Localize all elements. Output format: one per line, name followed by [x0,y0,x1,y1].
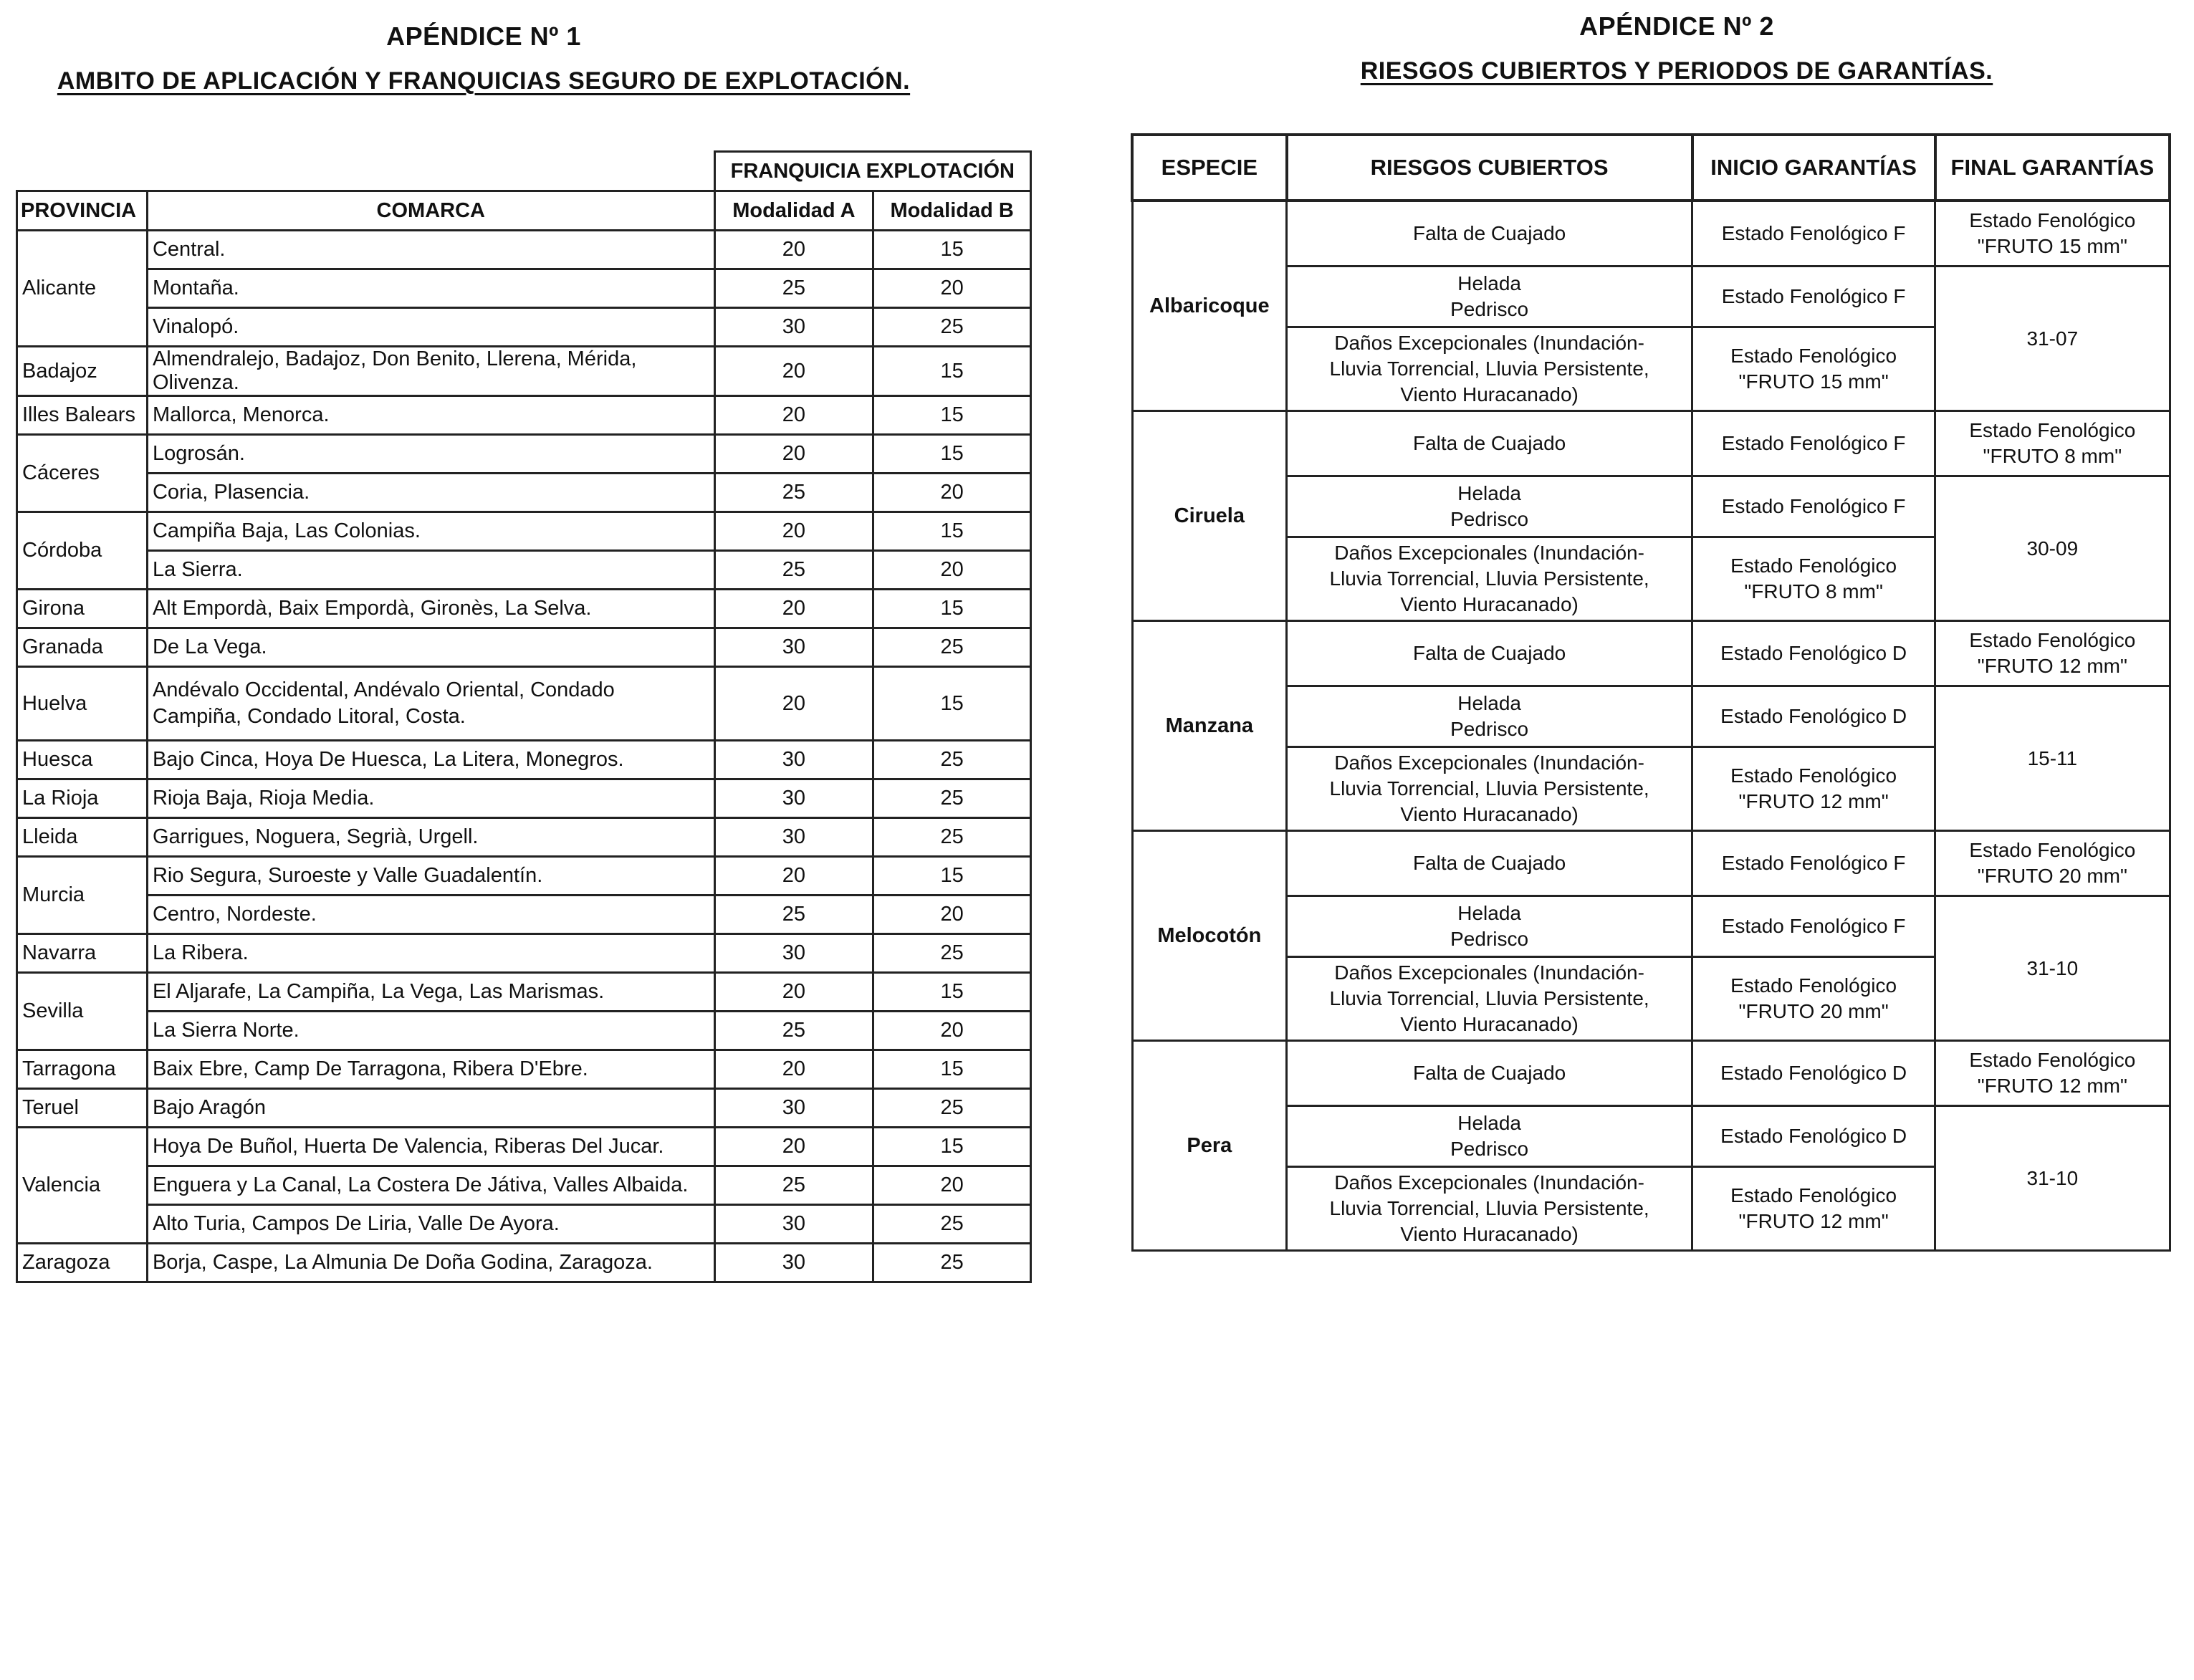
comarca-cell: Central. [147,231,714,269]
table-row [1132,1106,2170,1167]
province-cell: Navarra [17,934,148,973]
risk-cell: Falta de Cuajado [1287,201,1692,267]
header-provincia: PROVINCIA [17,191,148,231]
modalidad-b-value: 25 [873,818,1031,857]
table-row [17,857,1031,896]
table-row [17,308,1031,347]
end-cell: 31-10 [1935,896,2170,1041]
modalidad-a-value: 20 [714,347,873,396]
modalidad-a-value: 25 [714,1012,873,1050]
start-cell: Estado Fenológico D [1692,621,1935,686]
province-cell: Girona [17,590,148,628]
comarca-cell: Rioja Baja, Rioja Media. [147,779,714,818]
comarca-cell: Campiña Baja, Las Colonias. [147,512,714,551]
start-cell: Estado Fenológico F [1692,411,1935,476]
end-cell: Estado Fenológico "FRUTO 12 mm" [1935,1041,2170,1106]
modalidad-a-value: 20 [714,1050,873,1089]
header-final: FINAL GARANTÍAS [1935,135,2170,201]
start-cell: Estado Fenológico D [1692,1041,1935,1106]
start-cell: Estado Fenológico "FRUTO 12 mm" [1692,1167,1935,1251]
modalidad-a-value: 20 [714,857,873,896]
table-row [1132,476,2170,537]
modalidad-b-value: 25 [873,934,1031,973]
province-cell: Badajoz [17,347,148,396]
table-row [17,779,1031,818]
modalidad-b-value: 25 [873,1244,1031,1282]
modalidad-a-value: 20 [714,231,873,269]
modalidad-a-value: 30 [714,1089,873,1128]
table-row [17,1205,1031,1244]
risk-cell: Helada Pedrisco [1287,476,1692,537]
franchise-table [16,150,1032,1283]
risk-cell: Falta de Cuajado [1287,1041,1692,1106]
species-cell: Albaricoque [1132,201,1287,411]
start-cell: Estado Fenológico F [1692,267,1935,327]
risk-cell: Daños Excepcionales (Inundación-Lluvia Torrencial, Lluvia Persistente, Viento Huracanado) [1287,1167,1692,1251]
table-row [17,973,1031,1012]
table-row [1132,201,2170,267]
modalidad-a-value: 25 [714,551,873,590]
table-row [17,512,1031,551]
comarca-cell: Mallorca, Menorca. [147,396,714,435]
header-modalidad-b: Modalidad B [873,191,1031,231]
appendix2-title: APÉNDICE Nº 2 [1579,11,1774,41]
table-row [1132,411,2170,476]
province-cell: Zaragoza [17,1244,148,1282]
modalidad-b-value: 25 [873,308,1031,347]
comarca-cell: Bajo Aragón [147,1089,714,1128]
risk-cell: Falta de Cuajado [1287,831,1692,896]
end-cell: Estado Fenológico "FRUTO 20 mm" [1935,831,2170,896]
modalidad-a-value: 25 [714,896,873,934]
comarca-cell: Borja, Caspe, La Almunia De Doña Godina, Zaragoza. [147,1244,714,1282]
end-cell: Estado Fenológico "FRUTO 8 mm" [1935,411,2170,476]
start-cell: Estado Fenológico F [1692,831,1935,896]
province-cell: Illes Balears [17,396,148,435]
start-cell: Estado Fenológico "FRUTO 12 mm" [1692,747,1935,831]
table-row [17,474,1031,512]
modalidad-b-value: 15 [873,590,1031,628]
start-cell: Estado Fenológico "FRUTO 20 mm" [1692,957,1935,1041]
table-row [17,1128,1031,1166]
modalidad-b-value: 15 [873,1128,1031,1166]
start-cell: Estado Fenológico F [1692,896,1935,957]
risk-cell: Daños Excepcionales (Inundación-Lluvia Torrencial, Lluvia Persistente, Viento Huracanado) [1287,957,1692,1041]
end-cell: 15-11 [1935,686,2170,831]
table-row [17,667,1031,741]
province-cell: Huelva [17,667,148,741]
start-cell: Estado Fenológico F [1692,476,1935,537]
table-row [17,347,1031,396]
table-row [17,551,1031,590]
modalidad-a-value: 20 [714,1128,873,1166]
franchise-table-body [17,231,1031,1282]
end-cell: Estado Fenológico "FRUTO 12 mm" [1935,621,2170,686]
modalidad-b-value: 15 [873,347,1031,396]
modalidad-a-value: 20 [714,396,873,435]
comarca-cell: Almendralejo, Badajoz, Don Benito, Llerena, Mérida, Olivenza. [147,347,714,396]
province-cell: Murcia [17,857,148,934]
start-cell: Estado Fenológico F [1692,201,1935,267]
start-cell: Estado Fenológico D [1692,1106,1935,1167]
table-row [17,896,1031,934]
modalidad-b-value: 15 [873,512,1031,551]
table-row [1132,831,2170,896]
modalidad-a-value: 20 [714,667,873,741]
modalidad-b-value: 25 [873,1205,1031,1244]
province-cell: Lleida [17,818,148,857]
risk-cell: Daños Excepcionales (Inundación-Lluvia Torrencial, Lluvia Persistente, Viento Huracanado) [1287,327,1692,411]
species-cell: Manzana [1132,621,1287,831]
comarca-cell: Hoya De Buñol, Huerta De Valencia, Riberas Del Jucar. [147,1128,714,1166]
modalidad-b-value: 15 [873,857,1031,896]
table-row [17,818,1031,857]
header-especie: ESPECIE [1132,135,1287,201]
modalidad-a-value: 30 [714,1205,873,1244]
table-row [17,1089,1031,1128]
modalidad-b-value: 15 [873,396,1031,435]
province-cell: Valencia [17,1128,148,1244]
comarca-cell: Andévalo Occidental, Andévalo Oriental, Condado Campiña, Condado Litoral, Costa. [147,667,714,741]
modalidad-a-value: 20 [714,512,873,551]
appendix1-subtitle: AMBITO DE APLICACIÓN Y FRANQUICIAS SEGURO DE EXPLOTACIÓN. [57,67,911,95]
province-cell: Cáceres [17,435,148,512]
modalidad-a-value: 30 [714,818,873,857]
risk-cell: Daños Excepcionales (Inundación-Lluvia Torrencial, Lluvia Persistente, Viento Huracanado) [1287,537,1692,621]
modalidad-b-value: 25 [873,628,1031,667]
province-cell: Alicante [17,231,148,347]
modalidad-b-value: 25 [873,779,1031,818]
modalidad-b-value: 15 [873,973,1031,1012]
comarca-cell: Alt Empordà, Baix Empordà, Gironès, La Selva. [147,590,714,628]
modalidad-a-value: 20 [714,435,873,474]
modalidad-b-value: 15 [873,667,1031,741]
table-row [17,741,1031,779]
modalidad-a-value: 20 [714,590,873,628]
modalidad-b-value: 20 [873,551,1031,590]
comarca-cell: Bajo Cinca, Hoya De Huesca, La Litera, Monegros. [147,741,714,779]
table-row [17,628,1031,667]
comarca-cell: Rio Segura, Suroeste y Valle Guadalentín. [147,857,714,896]
risks-table [1131,133,2171,1252]
modalidad-b-value: 15 [873,1050,1031,1089]
modalidad-b-value: 15 [873,231,1031,269]
table-row [17,396,1031,435]
end-cell: 30-09 [1935,476,2170,621]
table-row [1132,896,2170,957]
modalidad-a-value: 30 [714,741,873,779]
table-row [1132,621,2170,686]
modalidad-b-value: 20 [873,269,1031,308]
province-cell: Teruel [17,1089,148,1128]
table-row [1132,1041,2170,1106]
comarca-cell: Garrigues, Noguera, Segrià, Urgell. [147,818,714,857]
species-cell: Melocotón [1132,831,1287,1041]
modalidad-b-value: 25 [873,1089,1031,1128]
modalidad-b-value: 20 [873,474,1031,512]
end-cell: Estado Fenológico "FRUTO 15 mm" [1935,201,2170,267]
table-row [17,1166,1031,1205]
modalidad-a-value: 30 [714,934,873,973]
table-row [17,269,1031,308]
comarca-cell: La Ribera. [147,934,714,973]
comarca-cell: Enguera y La Canal, La Costera De Játiva, Valles Albaida. [147,1166,714,1205]
comarca-cell: El Aljarafe, La Campiña, La Vega, Las Marismas. [147,973,714,1012]
comarca-cell: La Sierra Norte. [147,1012,714,1050]
modalidad-b-value: 15 [873,435,1031,474]
modalidad-a-value: 30 [714,628,873,667]
table-row [17,1244,1031,1282]
table-row [1132,686,2170,747]
risk-cell: Helada Pedrisco [1287,1106,1692,1167]
province-cell: Sevilla [17,973,148,1050]
header-riesgos: RIESGOS CUBIERTOS [1287,135,1692,201]
comarca-cell: Alto Turia, Campos De Liria, Valle De Ayora. [147,1205,714,1244]
risks-table-body [1132,201,2170,1251]
modalidad-a-value: 25 [714,1166,873,1205]
province-cell: Córdoba [17,512,148,590]
modalidad-a-value: 25 [714,269,873,308]
comarca-cell: Vinalopó. [147,308,714,347]
comarca-cell: Logrosán. [147,435,714,474]
table-row [17,934,1031,973]
table-row [17,1012,1031,1050]
table-row [17,590,1031,628]
species-cell: Ciruela [1132,411,1287,621]
comarca-cell: De La Vega. [147,628,714,667]
modalidad-a-value: 20 [714,973,873,1012]
modalidad-b-value: 20 [873,1012,1031,1050]
risk-cell: Helada Pedrisco [1287,267,1692,327]
comarca-cell: La Sierra. [147,551,714,590]
header-modalidad-a: Modalidad A [714,191,873,231]
start-cell: Estado Fenológico "FRUTO 15 mm" [1692,327,1935,411]
modalidad-a-value: 30 [714,779,873,818]
header-inicio: INICIO GARANTÍAS [1692,135,1935,201]
modalidad-a-value: 30 [714,308,873,347]
province-cell: Granada [17,628,148,667]
table-row [17,231,1031,269]
risk-cell: Helada Pedrisco [1287,686,1692,747]
comarca-cell: Centro, Nordeste. [147,896,714,934]
province-cell: Tarragona [17,1050,148,1089]
start-cell: Estado Fenológico D [1692,686,1935,747]
end-cell: 31-07 [1935,267,2170,411]
comarca-cell: Baix Ebre, Camp De Tarragona, Ribera D'Ebre. [147,1050,714,1089]
comarca-cell: Montaña. [147,269,714,308]
risk-cell: Helada Pedrisco [1287,896,1692,957]
province-cell: La Rioja [17,779,148,818]
group-header-franquicia: FRANQUICIA EXPLOTACIÓN [714,152,1030,191]
modalidad-b-value: 25 [873,741,1031,779]
species-cell: Pera [1132,1041,1287,1251]
table-row [17,1050,1031,1089]
province-cell: Huesca [17,741,148,779]
header-comarca: COMARCA [147,191,714,231]
appendix1-title: APÉNDICE Nº 1 [386,21,581,51]
table-row [1132,267,2170,327]
start-cell: Estado Fenológico "FRUTO 8 mm" [1692,537,1935,621]
modalidad-b-value: 20 [873,896,1031,934]
end-cell: 31-10 [1935,1106,2170,1251]
comarca-cell: Coria, Plasencia. [147,474,714,512]
risk-cell: Falta de Cuajado [1287,621,1692,686]
modalidad-a-value: 25 [714,474,873,512]
appendix2-subtitle: RIESGOS CUBIERTOS Y PERIODOS DE GARANTÍAS. [1360,57,1993,85]
modalidad-a-value: 30 [714,1244,873,1282]
modalidad-b-value: 20 [873,1166,1031,1205]
risk-cell: Falta de Cuajado [1287,411,1692,476]
risk-cell: Daños Excepcionales (Inundación-Lluvia Torrencial, Lluvia Persistente, Viento Huracanado) [1287,747,1692,831]
table-row [17,435,1031,474]
